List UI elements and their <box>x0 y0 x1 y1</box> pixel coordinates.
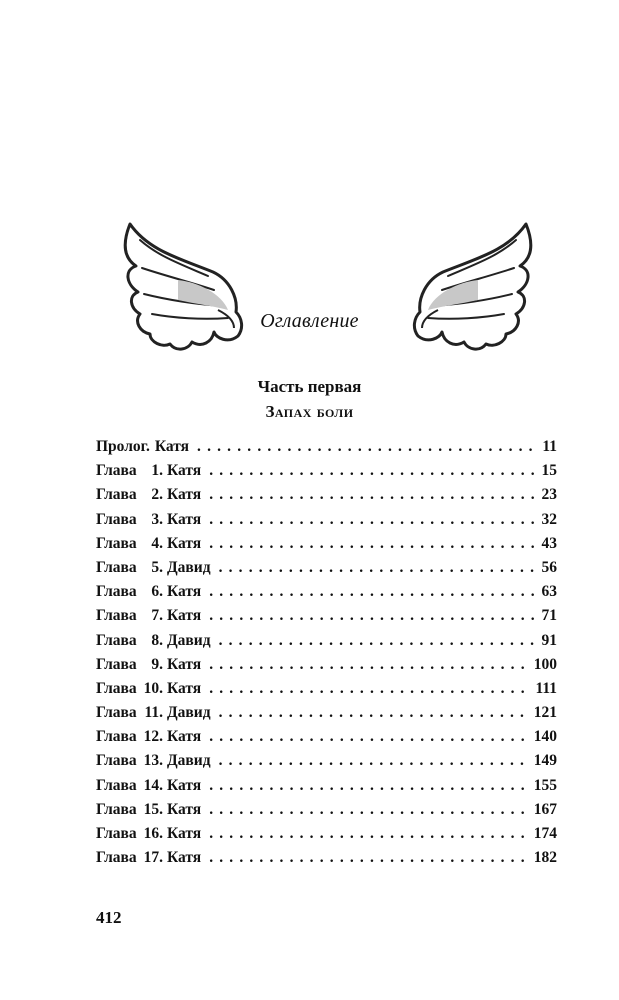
toc-entry-page: 155 <box>533 776 557 794</box>
toc-entry-word: Глава <box>96 825 137 842</box>
toc-entry-name: Катя <box>167 849 202 867</box>
toc-entry-label <box>96 462 201 480</box>
toc-entry-label <box>96 438 189 456</box>
toc-entry <box>96 656 557 680</box>
toc-entry-page: 15 <box>541 462 557 480</box>
toc-entry-name: Катя <box>167 825 202 842</box>
toc-entry-number: 9. <box>151 655 163 673</box>
toc-entry-label <box>96 704 211 722</box>
toc-entry-number: 3. <box>151 510 163 528</box>
toc-entry-number: 2. <box>151 486 163 504</box>
toc-entry <box>96 486 557 510</box>
toc-entry-number: 17. <box>143 849 163 867</box>
page-number: 412 <box>96 908 122 927</box>
toc-entry <box>96 825 557 849</box>
toc-entry-page: 111 <box>535 679 557 697</box>
toc-entry-word: Глава <box>96 607 137 625</box>
toc-entry-page: 43 <box>541 534 557 552</box>
toc-entry <box>96 777 557 801</box>
toc-entry-page: 91 <box>541 631 557 649</box>
toc-entry-label <box>96 825 201 843</box>
toc-leader-dots <box>209 777 528 795</box>
toc-leader-dots <box>209 849 528 867</box>
toc-leader-dots <box>219 704 528 722</box>
toc-entry-page: 100 <box>533 655 557 673</box>
toc-leader-dots <box>209 801 528 819</box>
toc-entry <box>96 728 557 752</box>
toc-entry-page: 11 <box>542 438 557 455</box>
toc-entry-name: Давид <box>167 631 211 649</box>
part-subtitle: Запах боли <box>265 402 354 421</box>
part-title: Часть первая <box>257 377 362 396</box>
toc-entry-name: Катя <box>167 679 202 697</box>
toc-entry-number: 8. <box>151 631 163 649</box>
toc-entry-page: 63 <box>541 583 557 601</box>
toc-entry <box>96 704 557 728</box>
toc-entry-page: 174 <box>533 825 557 842</box>
toc-entry-name: Катя <box>167 486 202 504</box>
toc-entry-word: Глава <box>96 776 137 794</box>
toc-entry-number: 6. <box>151 583 163 601</box>
toc-entry-word: Глава <box>96 631 137 649</box>
toc-entry-word: Глава <box>96 800 137 818</box>
toc-entry-number: 16. <box>143 825 163 842</box>
toc-entry-word: Пролог. <box>96 438 150 455</box>
toc-entry-label <box>96 752 211 770</box>
toc-leader-dots <box>197 438 536 456</box>
toc-entry-label <box>96 728 201 746</box>
toc-entry-word: Глава <box>96 752 137 770</box>
toc-entry-number: 10. <box>143 679 163 697</box>
toc-leader-dots <box>209 583 535 601</box>
toc-entry-label <box>96 632 211 650</box>
toc-entry-name: Давид <box>167 558 211 576</box>
toc-entry <box>96 462 557 486</box>
toc-entry-name: Катя <box>167 800 202 818</box>
toc-entry-label <box>96 607 201 625</box>
toc-leader-dots <box>209 535 535 553</box>
toc-entry-number: 15. <box>143 800 163 818</box>
toc-entry-label <box>96 849 201 867</box>
toc-entry-label <box>96 535 201 553</box>
toc-entry-name: Давид <box>167 704 211 722</box>
toc-entry-name: Катя <box>154 438 190 455</box>
toc-list <box>96 438 557 873</box>
toc-entry-page: 71 <box>541 607 557 625</box>
toc-leader-dots <box>209 511 535 529</box>
toc-entry-word: Глава <box>96 849 137 867</box>
toc-entry-word: Глава <box>96 704 137 722</box>
toc-entry-label <box>96 777 201 795</box>
toc-entry-label <box>96 680 201 698</box>
toc-leader-dots <box>209 728 528 746</box>
toc-entry <box>96 801 557 825</box>
toc-entry-word: Глава <box>96 583 137 601</box>
toc-entry-number: 7. <box>151 607 163 625</box>
toc-entry <box>96 680 557 704</box>
toc-leader-dots <box>209 607 535 625</box>
toc-entry-name: Катя <box>167 462 202 480</box>
toc-entry-page: 167 <box>533 800 557 818</box>
toc-entry-name: Катя <box>167 534 202 552</box>
toc-entry-name: Катя <box>167 776 202 794</box>
toc-entry-page: 140 <box>533 728 557 746</box>
toc-leader-dots <box>209 680 529 698</box>
toc-entry <box>96 752 557 776</box>
wing-right-icon <box>398 210 538 360</box>
toc-entry-name: Катя <box>167 510 202 528</box>
toc-entry-word: Глава <box>96 728 137 746</box>
toc-entry-number: 14. <box>143 776 163 794</box>
toc-entry-word: Глава <box>96 534 137 552</box>
toc-leader-dots <box>219 559 536 577</box>
toc-entry-page: 32 <box>541 510 557 528</box>
toc-entry <box>96 559 557 583</box>
toc-entry-number: 13. <box>143 752 163 770</box>
toc-entry <box>96 535 557 559</box>
toc-entry-name: Катя <box>167 607 202 625</box>
toc-entry-word: Глава <box>96 679 137 697</box>
toc-entry-word: Глава <box>96 655 137 673</box>
toc-entry-number: 1. <box>151 462 163 480</box>
toc-entry-name: Давид <box>167 752 211 770</box>
toc-entry <box>96 632 557 656</box>
toc-leader-dots <box>209 825 528 843</box>
toc-entry-number: 5. <box>151 558 163 576</box>
toc-leader-dots <box>209 462 535 480</box>
toc-entry <box>96 607 557 631</box>
toc-leader-dots <box>209 486 535 504</box>
toc-leader-dots <box>209 656 528 674</box>
toc-heading: Оглавление <box>260 310 359 332</box>
toc-entry-number: 11. <box>144 704 163 722</box>
toc-entry-name: Катя <box>167 655 202 673</box>
toc-entry-word: Глава <box>96 486 137 504</box>
toc-entry-label <box>96 583 201 601</box>
toc-entry-page: 23 <box>541 486 557 504</box>
toc-leader-dots <box>219 752 528 770</box>
toc-entry <box>96 438 557 462</box>
toc-entry-page: 182 <box>533 849 557 867</box>
toc-entry-name: Катя <box>167 583 202 601</box>
toc-entry <box>96 849 557 873</box>
toc-entry-word: Глава <box>96 462 137 480</box>
toc-entry-page: 56 <box>541 558 557 576</box>
toc-entry-word: Глава <box>96 510 137 528</box>
toc-leader-dots <box>219 632 536 650</box>
toc-entry-label <box>96 559 211 577</box>
toc-entry-label <box>96 801 201 819</box>
wings-ornament <box>118 210 538 360</box>
toc-entry <box>96 511 557 535</box>
toc-entry-number: 4. <box>151 534 163 552</box>
toc-entry-label <box>96 486 201 504</box>
toc-entry-word: Глава <box>96 558 137 576</box>
toc-entry-label <box>96 511 201 529</box>
wing-left-icon <box>118 210 258 360</box>
toc-entry-name: Катя <box>167 728 202 746</box>
toc-entry-number: 12. <box>143 728 163 746</box>
toc-entry <box>96 583 557 607</box>
toc-entry-label <box>96 656 201 674</box>
toc-entry-page: 149 <box>533 752 557 770</box>
toc-entry-page: 121 <box>533 704 557 722</box>
